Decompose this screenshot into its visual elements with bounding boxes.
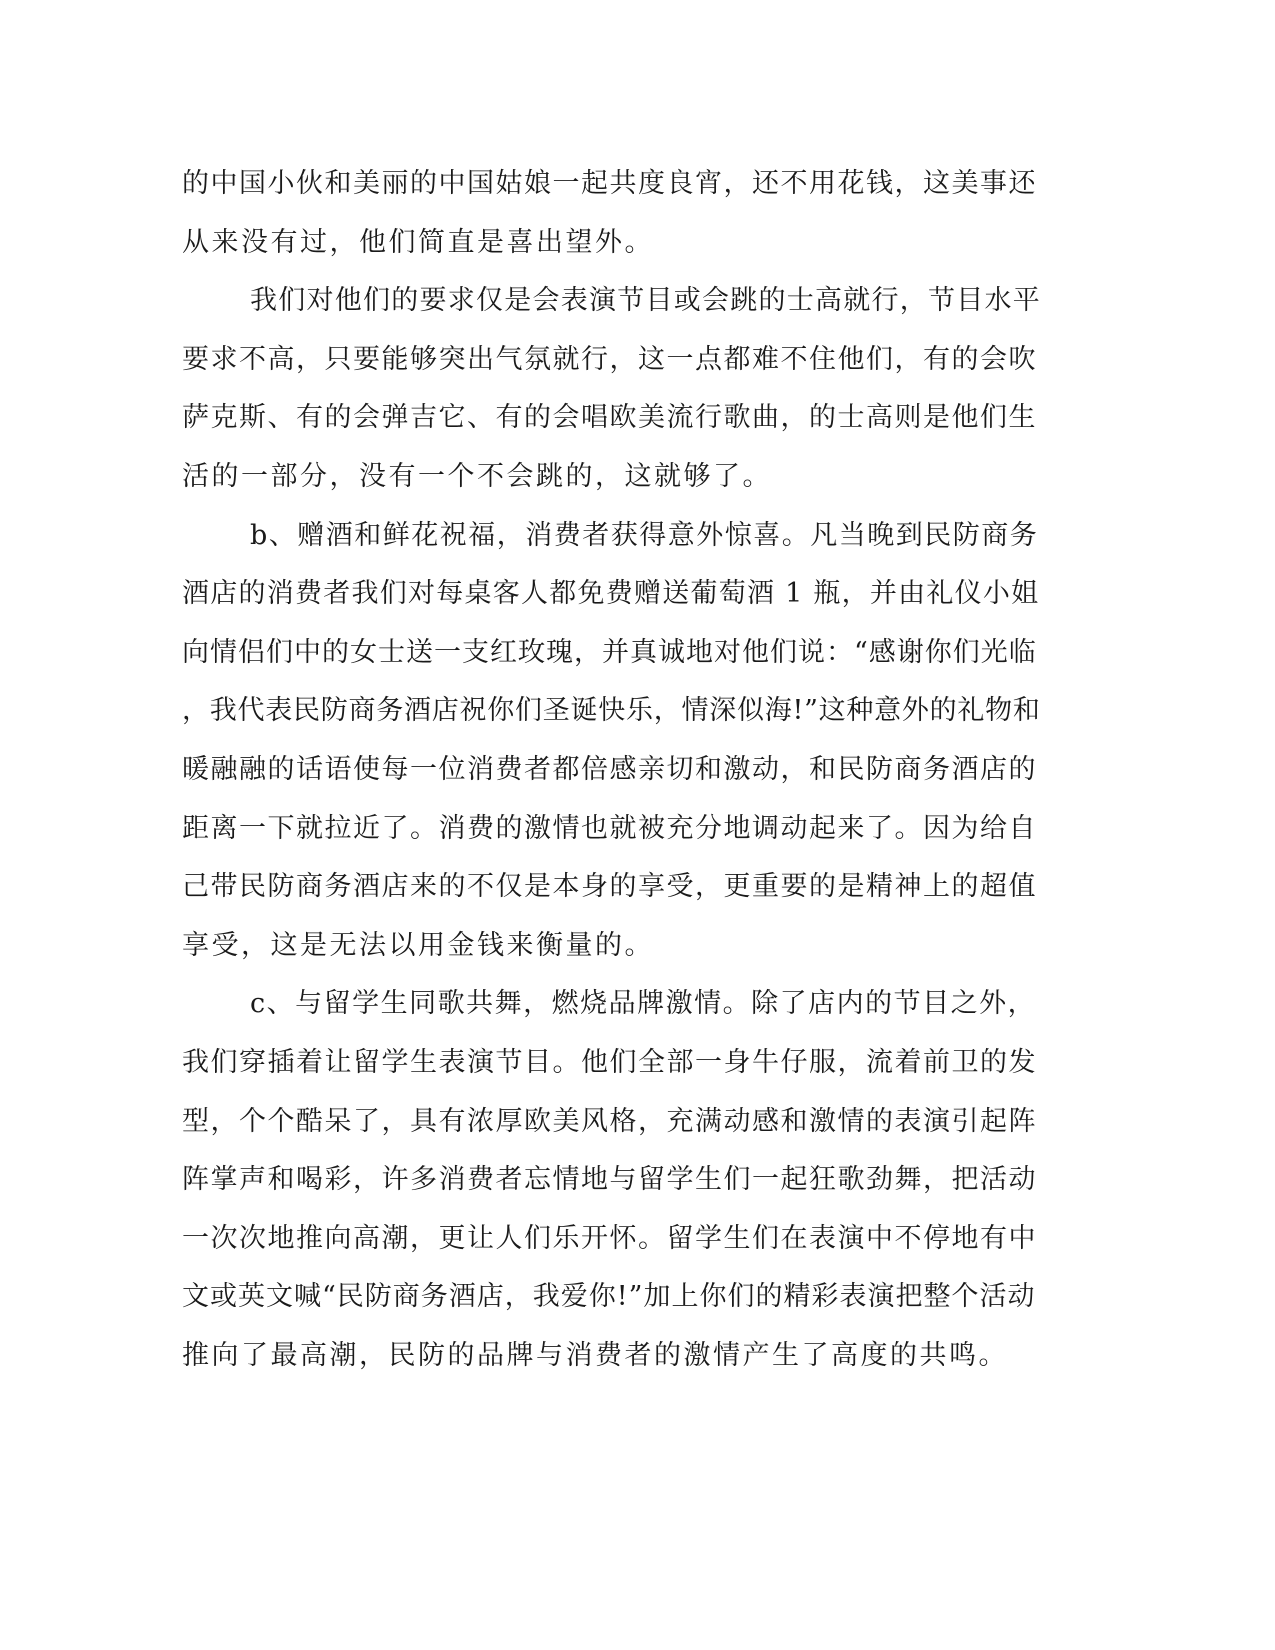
text-line: 向情侣们中的女士送一支红玫瑰，并真诚地对他们说：“感谢你们光临 (182, 636, 1037, 668)
paragraph-first-line: b、赠酒和鲜花祝福，消费者获得意外惊喜。凡当晚到民防商务 (250, 519, 1039, 551)
text-line: 酒店的消费者我们对每桌客人都免费赠送葡萄酒 1 瓶，并由礼仪小姐 (182, 578, 1040, 610)
text-line: 活的一部分，没有一个不会跳的，这就够了。 (182, 460, 772, 492)
text-line: 的中国小伙和美丽的中国姑娘一起共度良宵，还不用花钱，这美事还 (182, 168, 1037, 199)
text-line: ，我代表民防商务酒店祝你们圣诞快乐，情深似海!”这种意外的礼物和 (182, 695, 1041, 727)
text-line: 暖融融的话语使每一位消费者都倍感亲切和激动，和民防商务酒店的 (182, 753, 1037, 785)
text-line: 要求不高，只要能够突出气氛就行，这一点都难不住他们，有的会吹 (182, 343, 1037, 375)
body-text (182, 155, 1042, 1385)
text-line: 我们穿插着让留学生表演节目。他们全部一身牛仔服，流着前卫的发 (182, 1046, 1037, 1078)
text-line: 一次次地推向高潮，更让人们乐开怀。留学生们在表演中不停地有中 (182, 1222, 1037, 1254)
text-line: 从来没有过，他们简直是喜出望外。 (182, 226, 654, 258)
text-line: 享受，这是无法以用金钱来衡量的。 (182, 929, 654, 961)
paragraph-first-line: 我们对他们的要求仅是会表演节目或会跳的士高就行，节目水平 (250, 285, 1041, 317)
paragraph-first-line: c、与留学生同歌共舞，燃烧品牌激情。除了店内的节目之外， (250, 988, 1037, 1020)
text-line: 距离一下就拉近了。消费的激情也就被充分地调动起来了。因为给自 (182, 812, 1037, 844)
text-line: 萨克斯、有的会弹吉它、有的会唱欧美流行歌曲，的士高则是他们生 (182, 402, 1037, 434)
text-line: 阵掌声和喝彩，许多消费者忘情地与留学生们一起狂歌劲舞，把活动 (182, 1164, 1037, 1196)
text-line: 己带民防商务酒店来的不仅是本身的享受，更重要的是精神上的超值 (182, 871, 1037, 903)
text-line: 文或英文喊“民防商务酒店，我爱你!”加上你们的精彩表演把整个活动 (182, 1281, 1036, 1313)
text-line: 型，个个酷呆了，具有浓厚欧美风格，充满动感和激情的表演引起阵 (182, 1105, 1037, 1137)
text-line: 推向了最高潮，民防的品牌与消费者的激情产生了高度的共鸣。 (182, 1339, 1008, 1371)
